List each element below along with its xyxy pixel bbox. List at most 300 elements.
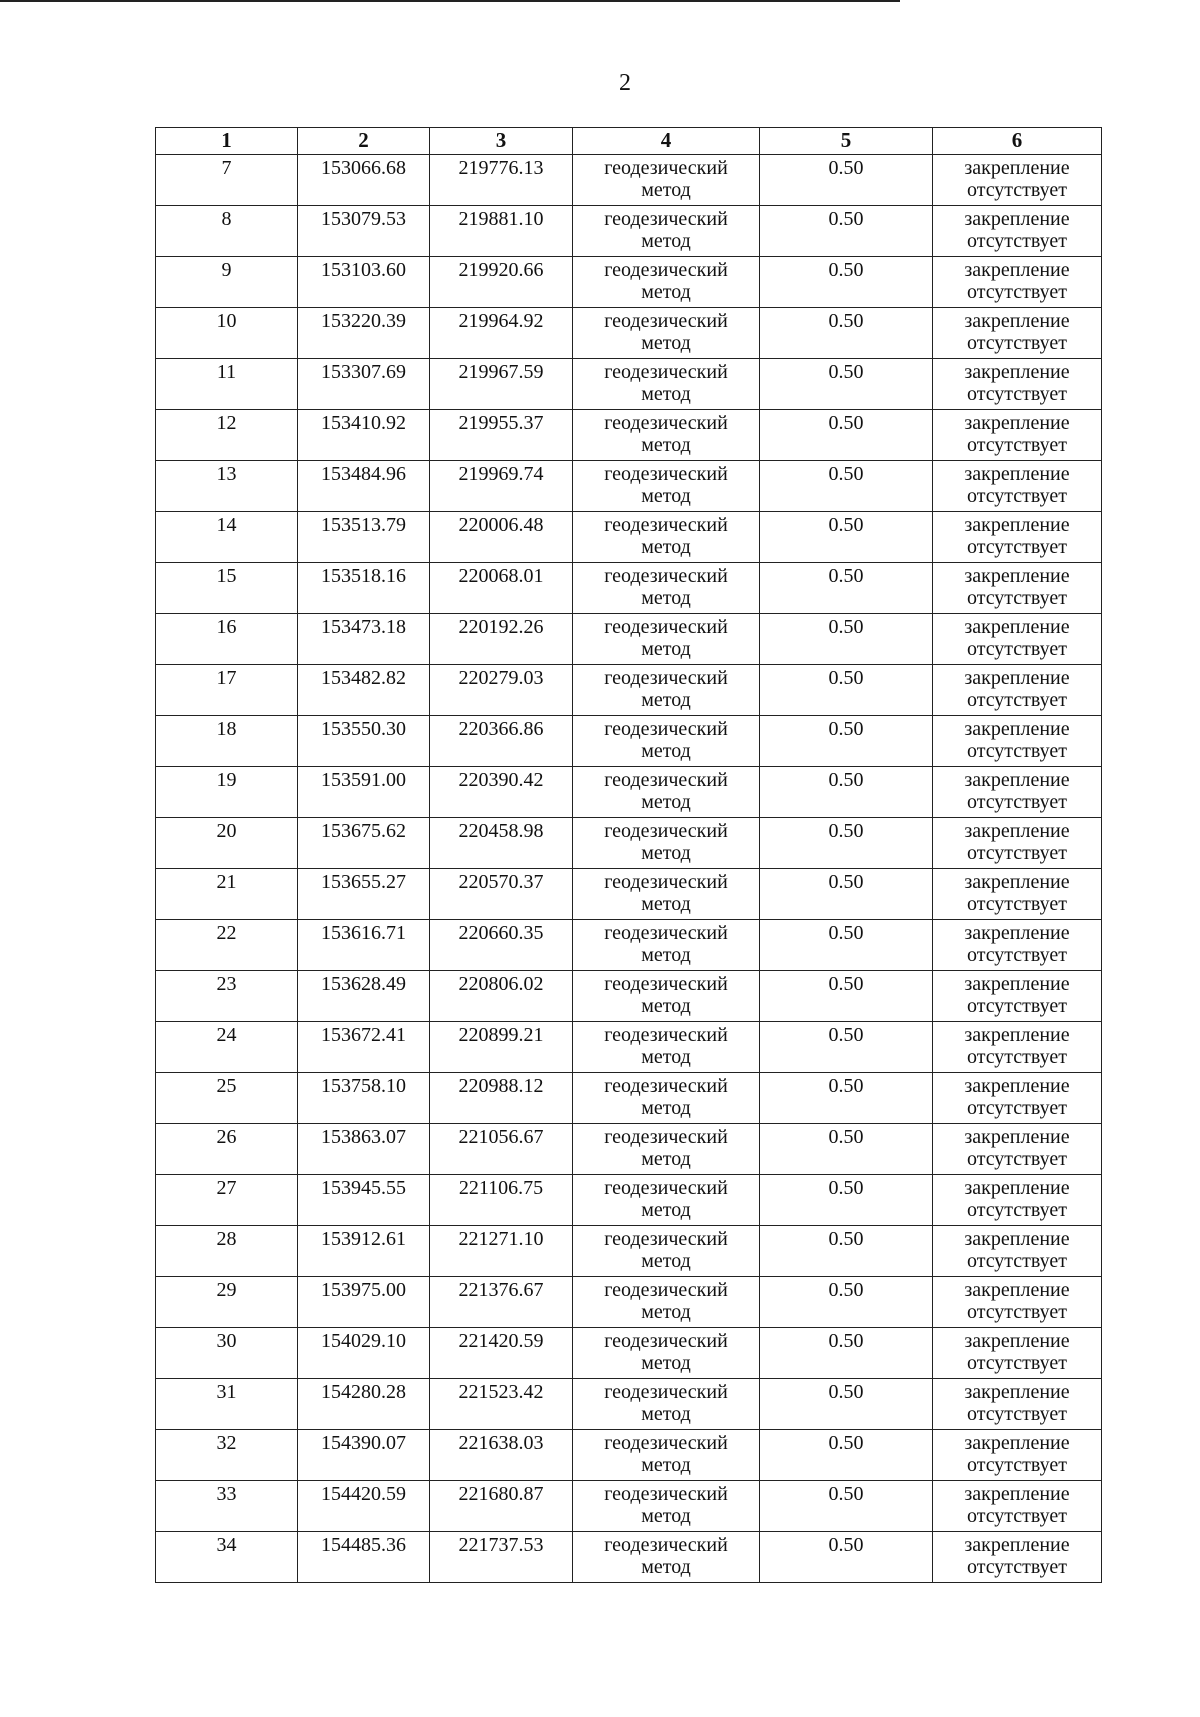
point-number-cell: 24 (156, 1022, 298, 1073)
accuracy-cell: 0.50 (760, 308, 933, 359)
y-coordinate-cell: 219920.66 (430, 257, 573, 308)
accuracy-cell: 0.50 (760, 359, 933, 410)
fixing-cell-line: отсутствует (966, 179, 1068, 201)
method-cell (573, 308, 760, 359)
y-coordinate-cell: 220068.01 (430, 563, 573, 614)
table-row (156, 155, 1102, 206)
y-coordinate-cell: 220660.35 (430, 920, 573, 971)
header-row (156, 128, 1102, 155)
point-number-cell: 15 (156, 563, 298, 614)
x-coordinate-cell: 153482.82 (298, 665, 430, 716)
point-number-cell: 16 (156, 614, 298, 665)
fixing-cell (933, 1481, 1102, 1532)
accuracy-cell: 0.50 (760, 971, 933, 1022)
method-cell-line: метод (641, 1199, 691, 1221)
fixing-cell-line: отсутствует (966, 485, 1068, 507)
y-coordinate-cell: 220279.03 (430, 665, 573, 716)
point-number-cell: 32 (156, 1430, 298, 1481)
fixing-cell-line: закрепление (964, 820, 1070, 842)
method-cell (573, 1328, 760, 1379)
fixing-cell-line: закрепление (964, 616, 1070, 638)
y-coordinate-cell: 221106.75 (430, 1175, 573, 1226)
point-number-cell: 31 (156, 1379, 298, 1430)
fixing-cell-line: отсутствует (966, 740, 1068, 762)
fixing-cell (933, 665, 1102, 716)
header-cell-5: 5 (760, 128, 933, 155)
accuracy-cell: 0.50 (760, 1328, 933, 1379)
x-coordinate-cell: 153307.69 (298, 359, 430, 410)
fixing-cell (933, 155, 1102, 206)
method-cell (573, 1430, 760, 1481)
x-coordinate-cell: 153758.10 (298, 1073, 430, 1124)
method-cell-line: метод (641, 638, 691, 660)
fixing-cell-line: отсутствует (966, 587, 1068, 609)
point-number-cell: 34 (156, 1532, 298, 1583)
table-row (156, 767, 1102, 818)
y-coordinate-cell: 220570.37 (430, 869, 573, 920)
header-cell-6: 6 (933, 128, 1102, 155)
method-cell (573, 257, 760, 308)
y-coordinate-cell: 221680.87 (430, 1481, 573, 1532)
fixing-cell-line: закрепление (964, 1432, 1070, 1454)
accuracy-cell: 0.50 (760, 1175, 933, 1226)
method-cell-line: метод (641, 485, 691, 507)
table-row (156, 920, 1102, 971)
y-coordinate-cell: 220006.48 (430, 512, 573, 563)
accuracy-cell: 0.50 (760, 869, 933, 920)
method-cell (573, 1124, 760, 1175)
fixing-cell (933, 1277, 1102, 1328)
method-cell-line: геодезический (604, 412, 728, 434)
accuracy-cell: 0.50 (760, 665, 933, 716)
method-cell (573, 920, 760, 971)
table-row (156, 1481, 1102, 1532)
fixing-cell-line: отсутствует (966, 1250, 1068, 1272)
table-row (156, 359, 1102, 410)
fixing-cell (933, 563, 1102, 614)
table-header (156, 128, 1102, 155)
accuracy-cell: 0.50 (760, 563, 933, 614)
x-coordinate-cell: 153975.00 (298, 1277, 430, 1328)
fixing-cell-line: отсутствует (966, 638, 1068, 660)
table-row (156, 461, 1102, 512)
method-cell-line: метод (641, 1301, 691, 1323)
x-coordinate-cell: 153591.00 (298, 767, 430, 818)
fixing-cell-line: закрепление (964, 871, 1070, 893)
method-cell-line: геодезический (604, 922, 728, 944)
y-coordinate-cell: 219955.37 (430, 410, 573, 461)
fixing-cell-line: отсутствует (966, 791, 1068, 813)
accuracy-cell: 0.50 (760, 1226, 933, 1277)
y-coordinate-cell: 221523.42 (430, 1379, 573, 1430)
x-coordinate-cell: 154390.07 (298, 1430, 430, 1481)
fixing-cell (933, 1430, 1102, 1481)
method-cell-line: метод (641, 332, 691, 354)
method-cell-line: метод (641, 536, 691, 558)
method-cell-line: геодезический (604, 1483, 728, 1505)
accuracy-cell: 0.50 (760, 716, 933, 767)
fixing-cell (933, 359, 1102, 410)
method-cell-line: геодезический (604, 769, 728, 791)
coordinates-table (155, 127, 1102, 1583)
method-cell-line: геодезический (604, 259, 728, 281)
fixing-cell-line: отсутствует (966, 944, 1068, 966)
x-coordinate-cell: 154420.59 (298, 1481, 430, 1532)
point-number-cell: 30 (156, 1328, 298, 1379)
fixing-cell (933, 1175, 1102, 1226)
fixing-cell (933, 512, 1102, 563)
fixing-cell-line: отсутствует (966, 995, 1068, 1017)
method-cell-line: геодезический (604, 718, 728, 740)
method-cell-line: геодезический (604, 310, 728, 332)
method-cell (573, 1481, 760, 1532)
point-number-cell: 21 (156, 869, 298, 920)
method-cell (573, 563, 760, 614)
accuracy-cell: 0.50 (760, 1277, 933, 1328)
fixing-cell (933, 920, 1102, 971)
accuracy-cell: 0.50 (760, 1124, 933, 1175)
header-cell-4: 4 (573, 128, 760, 155)
fixing-cell (933, 716, 1102, 767)
table-row (156, 1277, 1102, 1328)
fixing-cell (933, 410, 1102, 461)
method-cell-line: метод (641, 1148, 691, 1170)
x-coordinate-cell: 153945.55 (298, 1175, 430, 1226)
method-cell-line: метод (641, 383, 691, 405)
method-cell-line: метод (641, 230, 691, 252)
y-coordinate-cell: 220899.21 (430, 1022, 573, 1073)
fixing-cell (933, 1022, 1102, 1073)
point-number-cell: 26 (156, 1124, 298, 1175)
point-number-cell: 29 (156, 1277, 298, 1328)
method-cell-line: метод (641, 1505, 691, 1527)
point-number-cell: 27 (156, 1175, 298, 1226)
method-cell-line: геодезический (604, 1075, 728, 1097)
page-number: 2 (619, 70, 631, 96)
point-number-cell: 18 (156, 716, 298, 767)
y-coordinate-cell: 219967.59 (430, 359, 573, 410)
table-row (156, 1226, 1102, 1277)
fixing-cell-line: закрепление (964, 310, 1070, 332)
method-cell-line: геодезический (604, 463, 728, 485)
point-number-cell: 12 (156, 410, 298, 461)
method-cell (573, 206, 760, 257)
fixing-cell-line: отсутствует (966, 689, 1068, 711)
fixing-cell-line: отсутствует (966, 1403, 1068, 1425)
method-cell (573, 1379, 760, 1430)
method-cell-line: метод (641, 995, 691, 1017)
fixing-cell-line: закрепление (964, 769, 1070, 791)
table-row (156, 563, 1102, 614)
point-number-cell: 10 (156, 308, 298, 359)
table-row (156, 206, 1102, 257)
method-cell-line: геодезический (604, 1228, 728, 1250)
x-coordinate-cell: 153473.18 (298, 614, 430, 665)
y-coordinate-cell: 220806.02 (430, 971, 573, 1022)
point-number-cell: 7 (156, 155, 298, 206)
table-row (156, 716, 1102, 767)
x-coordinate-cell: 154280.28 (298, 1379, 430, 1430)
method-cell-line: геодезический (604, 667, 728, 689)
fixing-cell-line: отсутствует (966, 1454, 1068, 1476)
table-row (156, 1328, 1102, 1379)
table-row (156, 818, 1102, 869)
method-cell (573, 1277, 760, 1328)
y-coordinate-cell: 219881.10 (430, 206, 573, 257)
accuracy-cell: 0.50 (760, 1532, 933, 1583)
x-coordinate-cell: 154029.10 (298, 1328, 430, 1379)
method-cell-line: геодезический (604, 1432, 728, 1454)
accuracy-cell: 0.50 (760, 257, 933, 308)
method-cell-line: геодезический (604, 208, 728, 230)
method-cell-line: геодезический (604, 514, 728, 536)
fixing-cell-line: закрепление (964, 208, 1070, 230)
table-row (156, 1073, 1102, 1124)
y-coordinate-cell: 221737.53 (430, 1532, 573, 1583)
fixing-cell-line: закрепление (964, 1024, 1070, 1046)
fixing-cell-line: закрепление (964, 565, 1070, 587)
accuracy-cell: 0.50 (760, 1073, 933, 1124)
fixing-cell-line: отсутствует (966, 434, 1068, 456)
x-coordinate-cell: 153079.53 (298, 206, 430, 257)
method-cell-line: метод (641, 281, 691, 303)
x-coordinate-cell: 153672.41 (298, 1022, 430, 1073)
method-cell-line: геодезический (604, 1126, 728, 1148)
accuracy-cell: 0.50 (760, 614, 933, 665)
method-cell-line: геодезический (604, 1381, 728, 1403)
table-row (156, 257, 1102, 308)
method-cell (573, 1532, 760, 1583)
y-coordinate-cell: 220192.26 (430, 614, 573, 665)
fixing-cell-line: отсутствует (966, 842, 1068, 864)
fixing-cell (933, 1124, 1102, 1175)
fixing-cell (933, 206, 1102, 257)
fixing-cell-line: отсутствует (966, 1148, 1068, 1170)
y-coordinate-cell: 220390.42 (430, 767, 573, 818)
fixing-cell-line: отсутствует (966, 230, 1068, 252)
fixing-cell-line: отсутствует (966, 281, 1068, 303)
fixing-cell (933, 971, 1102, 1022)
fixing-cell-line: закрепление (964, 514, 1070, 536)
x-coordinate-cell: 153628.49 (298, 971, 430, 1022)
method-cell-line: геодезический (604, 565, 728, 587)
method-cell-line: геодезический (604, 361, 728, 383)
accuracy-cell: 0.50 (760, 461, 933, 512)
fixing-cell (933, 869, 1102, 920)
point-number-cell: 8 (156, 206, 298, 257)
accuracy-cell: 0.50 (760, 920, 933, 971)
table-row (156, 410, 1102, 461)
y-coordinate-cell: 221638.03 (430, 1430, 573, 1481)
x-coordinate-cell: 154485.36 (298, 1532, 430, 1583)
fixing-cell (933, 767, 1102, 818)
method-cell-line: геодезический (604, 871, 728, 893)
fixing-cell-line: закрепление (964, 1279, 1070, 1301)
method-cell-line: метод (641, 1097, 691, 1119)
y-coordinate-cell: 221271.10 (430, 1226, 573, 1277)
method-cell-line: метод (641, 893, 691, 915)
fixing-cell-line: закрепление (964, 412, 1070, 434)
point-number-cell: 9 (156, 257, 298, 308)
fixing-cell-line: отсутствует (966, 1505, 1068, 1527)
method-cell-line: метод (641, 842, 691, 864)
method-cell (573, 461, 760, 512)
method-cell-line: геодезический (604, 1177, 728, 1199)
accuracy-cell: 0.50 (760, 155, 933, 206)
fixing-cell-line: закрепление (964, 1075, 1070, 1097)
method-cell (573, 716, 760, 767)
method-cell-line: геодезический (604, 1279, 728, 1301)
fixing-cell-line: отсутствует (966, 1352, 1068, 1374)
method-cell-line: геодезический (604, 1534, 728, 1556)
x-coordinate-cell: 153410.92 (298, 410, 430, 461)
y-coordinate-cell: 221376.67 (430, 1277, 573, 1328)
header-cell-1: 1 (156, 128, 298, 155)
y-coordinate-cell: 221420.59 (430, 1328, 573, 1379)
x-coordinate-cell: 153655.27 (298, 869, 430, 920)
x-coordinate-cell: 153103.60 (298, 257, 430, 308)
accuracy-cell: 0.50 (760, 818, 933, 869)
method-cell-line: метод (641, 179, 691, 201)
method-cell-line: метод (641, 587, 691, 609)
method-cell-line: метод (641, 791, 691, 813)
x-coordinate-cell: 153616.71 (298, 920, 430, 971)
method-cell-line: метод (641, 1352, 691, 1374)
method-cell-line: метод (641, 1403, 691, 1425)
point-number-cell: 33 (156, 1481, 298, 1532)
header-cell-2: 2 (298, 128, 430, 155)
fixing-cell (933, 1379, 1102, 1430)
point-number-cell: 19 (156, 767, 298, 818)
fixing-cell-line: закрепление (964, 1126, 1070, 1148)
fixing-cell-line: отсутствует (966, 383, 1068, 405)
method-cell-line: геодезический (604, 1024, 728, 1046)
method-cell (573, 359, 760, 410)
fixing-cell (933, 614, 1102, 665)
method-cell (573, 1175, 760, 1226)
top-border-line (0, 0, 900, 2)
header-cell-3: 3 (430, 128, 573, 155)
fixing-cell-line: закрепление (964, 667, 1070, 689)
method-cell-line: метод (641, 1556, 691, 1578)
x-coordinate-cell: 153066.68 (298, 155, 430, 206)
method-cell-line: метод (641, 740, 691, 762)
method-cell (573, 1226, 760, 1277)
accuracy-cell: 0.50 (760, 512, 933, 563)
method-cell (573, 971, 760, 1022)
method-cell-line: метод (641, 1046, 691, 1068)
accuracy-cell: 0.50 (760, 1481, 933, 1532)
table-row (156, 512, 1102, 563)
fixing-cell-line: закрепление (964, 463, 1070, 485)
table-row (156, 1022, 1102, 1073)
fixing-cell (933, 308, 1102, 359)
x-coordinate-cell: 153518.16 (298, 563, 430, 614)
x-coordinate-cell: 153550.30 (298, 716, 430, 767)
accuracy-cell: 0.50 (760, 206, 933, 257)
x-coordinate-cell: 153513.79 (298, 512, 430, 563)
accuracy-cell: 0.50 (760, 1379, 933, 1430)
method-cell-line: метод (641, 434, 691, 456)
fixing-cell-line: отсутствует (966, 1556, 1068, 1578)
fixing-cell-line: закрепление (964, 1228, 1070, 1250)
point-number-cell: 13 (156, 461, 298, 512)
point-number-cell: 25 (156, 1073, 298, 1124)
fixing-cell-line: закрепление (964, 1330, 1070, 1352)
table-row (156, 308, 1102, 359)
x-coordinate-cell: 153863.07 (298, 1124, 430, 1175)
table-row (156, 614, 1102, 665)
x-coordinate-cell: 153484.96 (298, 461, 430, 512)
fixing-cell-line: отсутствует (966, 1046, 1068, 1068)
method-cell (573, 767, 760, 818)
method-cell (573, 869, 760, 920)
y-coordinate-cell: 220366.86 (430, 716, 573, 767)
fixing-cell-line: отсутствует (966, 1199, 1068, 1221)
y-coordinate-cell: 219776.13 (430, 155, 573, 206)
method-cell (573, 155, 760, 206)
fixing-cell-line: закрепление (964, 361, 1070, 383)
fixing-cell-line: отсутствует (966, 536, 1068, 558)
method-cell (573, 665, 760, 716)
accuracy-cell: 0.50 (760, 767, 933, 818)
point-number-cell: 14 (156, 512, 298, 563)
fixing-cell (933, 257, 1102, 308)
fixing-cell-line: отсутствует (966, 1097, 1068, 1119)
accuracy-cell: 0.50 (760, 410, 933, 461)
method-cell (573, 818, 760, 869)
method-cell (573, 614, 760, 665)
table-row (156, 869, 1102, 920)
fixing-cell (933, 818, 1102, 869)
fixing-cell-line: закрепление (964, 157, 1070, 179)
fixing-cell-line: закрепление (964, 718, 1070, 740)
table-row (156, 1124, 1102, 1175)
y-coordinate-cell: 219969.74 (430, 461, 573, 512)
fixing-cell (933, 1532, 1102, 1583)
y-coordinate-cell: 220988.12 (430, 1073, 573, 1124)
point-number-cell: 22 (156, 920, 298, 971)
accuracy-cell: 0.50 (760, 1430, 933, 1481)
y-coordinate-cell: 221056.67 (430, 1124, 573, 1175)
fixing-cell (933, 1226, 1102, 1277)
fixing-cell-line: отсутствует (966, 332, 1068, 354)
point-number-cell: 17 (156, 665, 298, 716)
fixing-cell (933, 461, 1102, 512)
method-cell-line: геодезический (604, 973, 728, 995)
fixing-cell-line: закрепление (964, 1381, 1070, 1403)
fixing-cell-line: закрепление (964, 973, 1070, 995)
fixing-cell-line: закрепление (964, 922, 1070, 944)
method-cell-line: метод (641, 1454, 691, 1476)
method-cell (573, 410, 760, 461)
x-coordinate-cell: 153220.39 (298, 308, 430, 359)
method-cell-line: геодезический (604, 820, 728, 842)
table-row (156, 665, 1102, 716)
point-number-cell: 23 (156, 971, 298, 1022)
method-cell-line: геодезический (604, 157, 728, 179)
table-body (156, 155, 1102, 1583)
point-number-cell: 20 (156, 818, 298, 869)
fixing-cell-line: закрепление (964, 1534, 1070, 1556)
fixing-cell (933, 1328, 1102, 1379)
table-row (156, 1430, 1102, 1481)
table-row (156, 1532, 1102, 1583)
point-number-cell: 11 (156, 359, 298, 410)
y-coordinate-cell: 220458.98 (430, 818, 573, 869)
fixing-cell-line: закрепление (964, 1177, 1070, 1199)
table-row (156, 971, 1102, 1022)
